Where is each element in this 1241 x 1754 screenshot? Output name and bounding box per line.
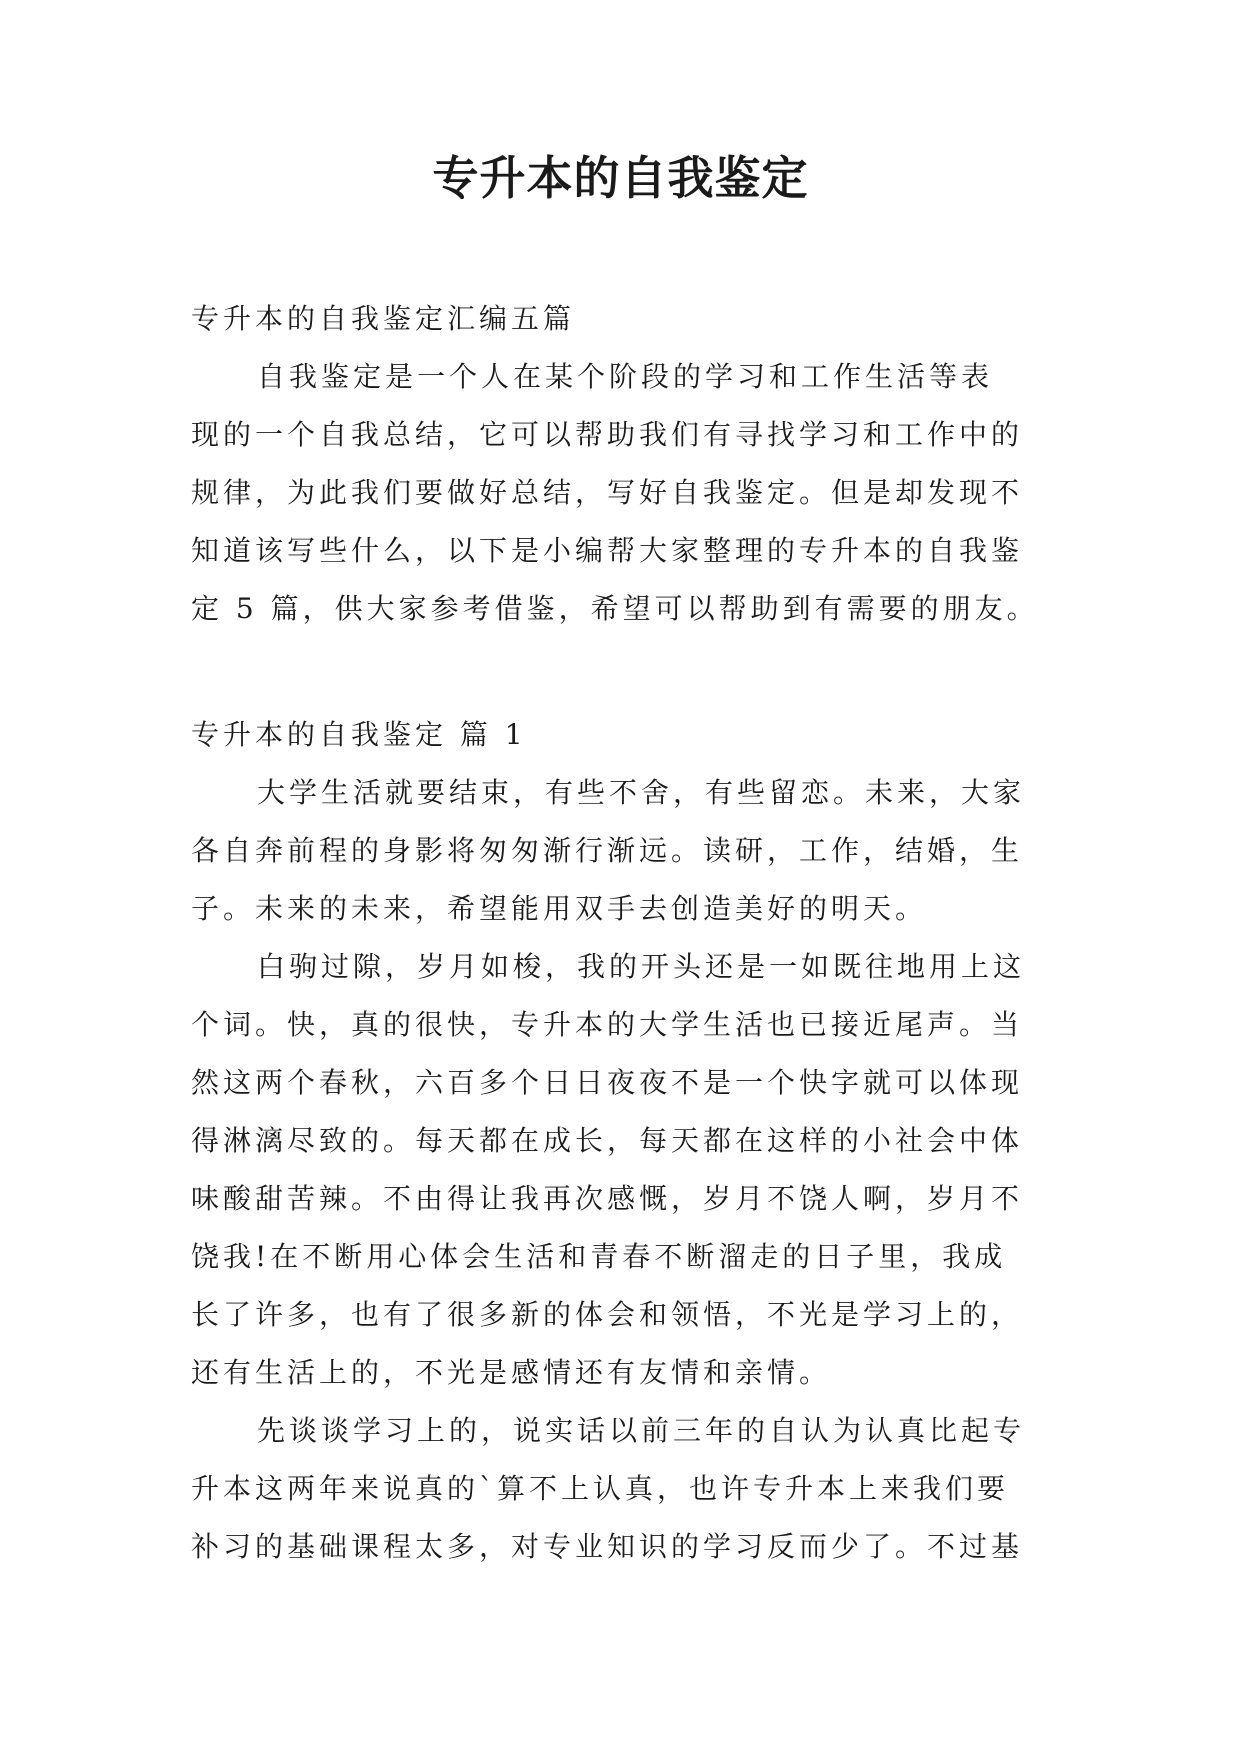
- text-line: 然这两个春秋，六百多个日日夜夜不是一个快字就可以体现: [191, 1066, 1024, 1099]
- text-line: 先谈谈学习上的，说实话以前三年的自认为认真比起专: [257, 1414, 1026, 1447]
- text-line: 白驹过隙，岁月如梭，我的开头还是一如既往地用上这: [257, 950, 1026, 983]
- text-line: 子。未来的未来，希望能用双手去创造美好的明天。: [191, 892, 928, 925]
- text-line: 饶我!在不断用心体会生活和青春不断溜走的日子里，我成: [191, 1240, 1007, 1273]
- paragraph-1: [191, 764, 1051, 938]
- text-line: 还有生活上的，不光是感情还有友情和亲情。: [191, 1356, 832, 1389]
- text-line: 长了许多，也有了很多新的体会和领悟，不光是学习上的，: [191, 1298, 1024, 1331]
- text-line: 升本这两年来说真的`算不上认真，也许专升本上来我们要: [191, 1472, 1010, 1505]
- paragraph-2: [191, 938, 1051, 1402]
- text-line: 定 5 篇，供大家参考借鉴，希望可以帮助到有需要的朋友。: [191, 592, 1039, 625]
- paragraph-3: [191, 1402, 1051, 1576]
- text-line: 现的一个自我总结，它可以帮助我们有寻找学习和工作中的: [191, 418, 1024, 451]
- section-heading: 专升本的自我鉴定 篇 1: [191, 718, 527, 751]
- text-line: 个词。快，真的很快，专升本的大学生活也已接近尾声。当: [191, 1008, 1024, 1041]
- document-title: 专升本的自我鉴定: [432, 151, 809, 205]
- text-line: 规律，为此我们要做好总结，写好自我鉴定。但是却发现不: [191, 476, 1024, 509]
- text-line: 补习的基础课程太多，对专业知识的学习反而少了。不过基: [191, 1530, 1024, 1563]
- text-line: 大学生活就要结束，有些不舍，有些留恋。未来，大家: [257, 776, 1026, 809]
- text-line: 味酸甜苦辣。不由得让我再次感慨，岁月不饶人啊，岁月不: [191, 1182, 1024, 1215]
- document-body: [191, 290, 1051, 1576]
- text-line: 各自奔前程的身影将匆匆渐行渐远。读研，工作，结婚，生: [191, 834, 1024, 867]
- text-line: 自我鉴定是一个人在某个阶段的学习和工作生活等表: [257, 360, 994, 393]
- intro-paragraph: [191, 348, 1051, 638]
- document-subtitle: 专升本的自我鉴定汇编五篇: [191, 302, 576, 335]
- text-line: 得淋漓尽致的。每天都在成长，每天都在这样的小社会中体: [191, 1124, 1024, 1157]
- text-line: 知道该写些什么，以下是小编帮大家整理的专升本的自我鉴: [191, 534, 1024, 567]
